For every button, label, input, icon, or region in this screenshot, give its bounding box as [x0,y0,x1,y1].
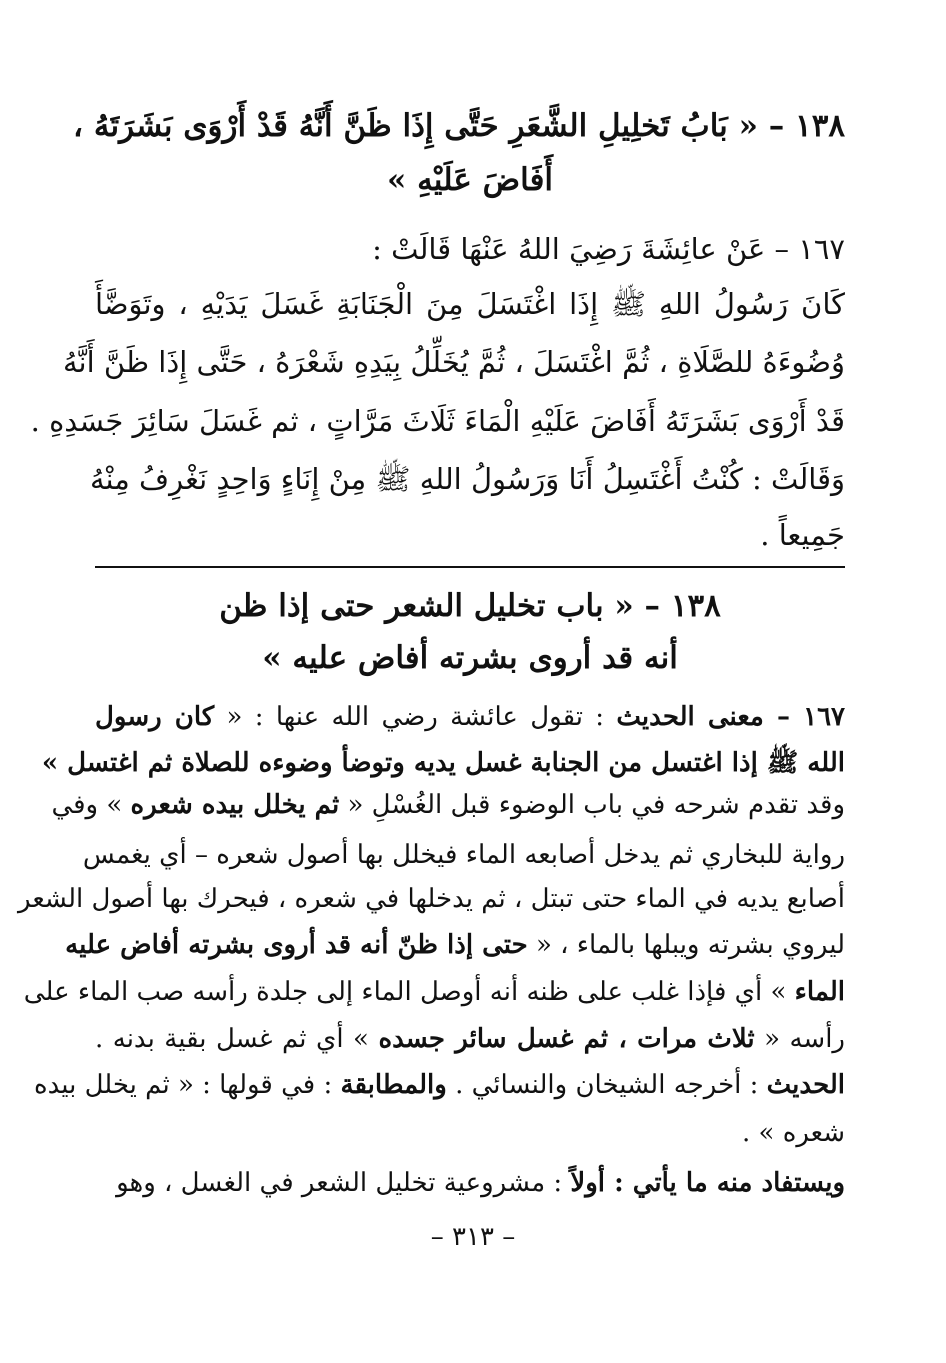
hadith-number-heading: ١٦٧ – معنى الحديث [616,702,846,732]
hadith-line-4: قَدْ أَرْوَى بَشَرَتَهُ أَفَاضَ عَلَيْهِ الْمَاءَ ثَلَاثَ مَرَّاتٍ ، ثم غَسَلَ سَائِرَ جَسَدِهِ . [30,404,845,438]
quote-bold: كان رسول [95,702,215,732]
page-number: – ٣١٣ – [430,1222,516,1252]
chapter-title-line-1: ١٣٨ – « بَابُ تَخلِيلِ الشَّعَرِ حَتَّى إِذَا ظَنَّ أَنَّهُ قَدْ أَرْوَى بَشَرَتَهُ ، [73,108,845,144]
text-span: : أخرجه الشيخان والنسائي . [446,1070,767,1100]
commentary-line-7 [23,977,845,1007]
quote-bold: ثم يخلل بيده شعره [130,790,340,820]
quote-bold: ثلاث مرات ، ثم غسل سائر جسده [378,1024,755,1054]
hadith-line-6: جَمِيعاً . [760,518,845,552]
term-bold: ويستفاد منه ما يأتي : أولاً [570,1168,845,1198]
commentary-line-10: شعره » . [742,1118,845,1148]
text-span: رأسه « [754,1024,845,1054]
commentary-line-4: رواية للبخاري ثم يدخل أصابعه الماء فيخلل بها أصول شعره – أي يغمس [82,840,845,870]
commentary-title-line-2: أنه قد أروى بشرته أفاض عليه » [262,640,678,676]
hadith-line-3: وُضُوءَهُ للصَّلَاةِ ، ثُمَّ اغْتَسَلَ ، ثُمَّ يُخَلِّلُ بِيَدِهِ شَعْرَهُ ، حَتَّى إِذَا ظَنَّ أَنَّهُ [63,345,845,379]
commentary-line-8 [95,1024,845,1054]
commentary-line-5: أصابع يديه في الماء حتى تبتل ، ثم يدخلها في شعره ، فيحرك بها أصول الشعر [18,884,845,914]
chapter-title-line-2: أَفَاضَ عَلَيْهِ » [386,162,554,198]
text-span: وقد تقدم شرحه في باب الوضوء قبل الغُسْلِ « [339,790,845,820]
quote-bold: الله ﷺ إذا اغتسل من الجنابة غسل يديه وتوضأ وضوءه للصلاة ثم اغتسل » [41,748,845,778]
commentary-line-3 [51,790,845,820]
commentary-line-9 [33,1070,845,1100]
hadith-line-1: ١٦٧ – عَنْ عائِشَةَ رَضِيَ اللهُ عَنْهَا قَالَتْ : [372,232,845,266]
text-span: » أي فإذا غلب على ظنه أنه أوصل الماء إلى جلدة رأسه صب الماء على [23,977,795,1007]
section-divider [95,566,845,568]
commentary-line-2 [41,746,845,784]
text-span: : في قولها : « ثم يخلل بيده [33,1070,341,1100]
text-span: : مشروعية تخليل الشعر في الغسل ، وهو [116,1168,571,1198]
term-bold: الحديث [766,1070,845,1100]
text-span: » أي ثم غسل بقية بدنه . [95,1024,379,1054]
hadith-line-5: وَقَالَتْ : كُنْتُ أَغْتَسِلُ أَنَا وَرَسُولُ اللهِ ﷺ مِنْ إِنَاءٍ وَاحِدٍ نَغْرِفُ مِنْهُ [89,462,845,496]
commentary-line-1 [95,702,845,732]
quote-bold: الماء [794,977,845,1007]
commentary-line-6 [65,930,845,960]
hadith-line-2: كَانَ رَسُولُ اللهِ ﷺ إِذَا اغْتَسَلَ مِنَ الْجَنَابَةِ غَسَلَ يَدَيْهِ ، وتَوَضَّأَ [95,287,845,321]
text-span: ليروي بشرته ويبلها بالماء ، « [527,930,845,960]
text-span: : تقول عائشة رضي الله عنها : « [214,702,617,732]
commentary-title-line-1: ١٣٨ – « باب تخليل الشعر حتى إذا ظن [219,588,721,624]
term-bold: والمطابقة [340,1070,447,1100]
text-span: » وفي [51,790,131,820]
commentary-line-11 [95,1168,845,1198]
quote-bold: حتى إذا ظنّ أنه قد أروى بشرته أفاض عليه [65,930,528,960]
